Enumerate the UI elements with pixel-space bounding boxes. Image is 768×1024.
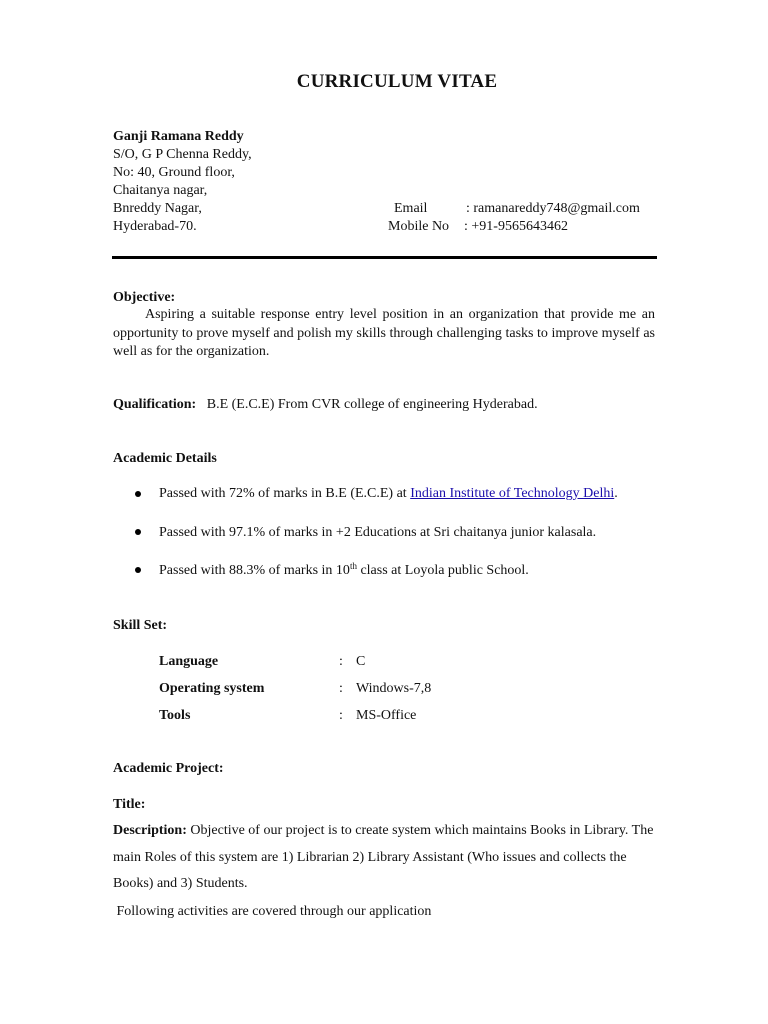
academic-project-heading: Academic Project: <box>113 761 224 776</box>
academic-details-heading: Academic Details <box>113 451 217 466</box>
address-line: Hyderabad-70. <box>113 219 197 234</box>
qualification-heading: Qualification: <box>113 397 197 412</box>
skill-separator: : <box>339 654 343 669</box>
skill-set-heading: Skill Set: <box>113 618 168 633</box>
skill-value: C <box>356 654 366 669</box>
list-item: Passed with 72% of marks in B.E (E.C.E) at Indian Institute of Technology Delhi. <box>159 486 618 501</box>
qualification-text: B.E (E.C.E) From CVR college of engineering Hyderabad. <box>206 397 538 412</box>
bullet-icon <box>135 529 141 535</box>
objective-heading: Objective: <box>113 290 176 305</box>
page-title: CURRICULUM VITAE <box>296 71 498 92</box>
skill-separator: : <box>339 681 343 696</box>
project-description <box>113 818 655 898</box>
bullet-icon <box>135 491 141 497</box>
email-value[interactable]: : ramanareddy748@gmail.com <box>466 201 640 216</box>
list-item: Passed with 97.1% of marks in +2 Educations at Sri chaitanya junior kalasala. <box>159 525 597 540</box>
address-line: Bnreddy Nagar, <box>113 201 202 216</box>
email-label: Email <box>394 201 428 216</box>
bullet-icon <box>135 567 141 573</box>
skill-value: Windows-7,8 <box>356 681 432 696</box>
address-line: No: 40, Ground floor, <box>113 165 235 180</box>
description-text: Objective of our project is to create system which maintains Books in Library. The main Roles of this system are 1) Librarian 2) Library Assistant (Who issues and collects the Books) and 3) Students. <box>113 823 654 891</box>
candidate-name: Ganji Ramana Reddy <box>113 129 244 144</box>
project-title-label: Title: <box>113 797 146 812</box>
header-divider <box>112 256 657 259</box>
objective-text: Aspiring a suitable response entry level position in an organization that provide me an opportunity to prove myself and polish my skills through challenging tasks to improve myself as well as for the organization. <box>113 307 655 359</box>
institute-link[interactable]: Indian Institute of Technology Delhi <box>410 486 615 501</box>
mobile-value: : +91-9565643462 <box>464 219 568 234</box>
skill-label: Operating system <box>159 681 265 696</box>
skill-label: Language <box>159 654 219 669</box>
activities-text: Following activities are covered through our application <box>116 904 432 919</box>
mobile-label: Mobile No <box>388 219 450 234</box>
skill-value: MS-Office <box>356 708 417 723</box>
address-line: S/O, G P Chenna Reddy, <box>113 147 252 162</box>
list-item: Passed with 88.3% of marks in 10th class at Loyola public School. <box>159 561 529 578</box>
qualification-row <box>113 396 538 414</box>
skill-label: Tools <box>159 708 191 723</box>
skill-separator: : <box>339 708 343 723</box>
description-label: Description: <box>113 823 187 838</box>
address-line: Chaitanya nagar, <box>113 183 208 198</box>
